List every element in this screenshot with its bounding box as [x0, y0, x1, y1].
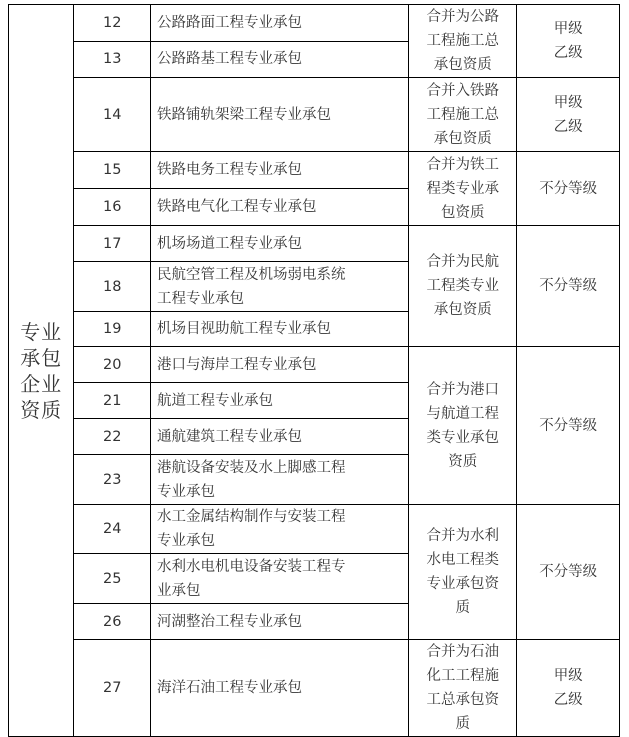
- grade-cell: [517, 78, 620, 152]
- grade-cell: [517, 152, 620, 226]
- item-name: [151, 262, 409, 312]
- category-line: 专业: [20, 319, 63, 344]
- row-number: 20: [74, 347, 151, 383]
- item-name: 海洋石油工程专业承包: [151, 640, 409, 737]
- merge-note: [409, 347, 517, 505]
- grade-cell: [517, 347, 620, 505]
- grade-line: 乙级: [553, 45, 583, 61]
- merge-line: 合并为铁工: [426, 156, 500, 173]
- merge-line: 专业承包资: [426, 576, 500, 592]
- merge-line: 合并为水利: [426, 528, 500, 544]
- table-row: [9, 78, 620, 152]
- grade-line: 不分等级: [539, 564, 598, 580]
- row-number: 16: [74, 189, 151, 226]
- merge-line: 工程施工总: [426, 33, 500, 49]
- item-name: 铁路电气化工程专业承包: [151, 189, 409, 226]
- table-row: [9, 505, 620, 554]
- row-number: 17: [74, 226, 151, 262]
- item-name: [151, 455, 409, 505]
- merge-line: 与航道工程: [426, 405, 500, 422]
- merge-line: 工总承包资: [426, 692, 500, 708]
- grade-line: 乙级: [553, 118, 583, 135]
- grade-line: 不分等级: [539, 180, 598, 197]
- merge-line: 合并为石油: [426, 644, 500, 660]
- item-name: 铁路电务工程专业承包: [151, 152, 409, 189]
- row-number: 25: [74, 554, 151, 604]
- grade-line: 不分等级: [539, 278, 598, 294]
- item-name-line: 港航设备安装及水上脚感工程: [157, 459, 346, 476]
- merge-line: 质: [455, 716, 471, 732]
- grade-cell: [517, 226, 620, 347]
- merge-line: 合并为公路: [426, 9, 500, 25]
- row-number: 15: [74, 152, 151, 189]
- grade-line: 甲级: [553, 94, 583, 111]
- item-name: [151, 554, 409, 604]
- merge-note: [409, 505, 517, 640]
- grade-line: 甲级: [553, 21, 583, 37]
- row-number: 22: [74, 419, 151, 455]
- merge-line: 类专业承包: [426, 429, 500, 446]
- merge-note: [409, 152, 517, 226]
- row-number: 23: [74, 455, 151, 505]
- grade-cell: [517, 5, 620, 78]
- merge-line: 承包资质: [433, 57, 492, 73]
- category-line: 资质: [20, 397, 63, 422]
- category-line: 企业: [20, 371, 63, 396]
- item-name-line: 专业承包: [157, 483, 216, 500]
- merge-line: 合并为港口: [426, 381, 500, 398]
- item-name: 机场场道工程专业承包: [151, 226, 409, 262]
- item-name-line: 专业承包: [157, 533, 216, 549]
- merge-line: 工程类专业: [426, 278, 500, 294]
- merge-line: 承包资质: [433, 130, 492, 147]
- merge-note: [409, 78, 517, 152]
- row-number: 19: [74, 312, 151, 347]
- grade-line: 甲级: [553, 668, 583, 684]
- item-name: 河湖整治工程专业承包: [151, 604, 409, 640]
- merge-line: 承包资质: [433, 302, 492, 318]
- table-row: [9, 152, 620, 189]
- merge-note: [409, 226, 517, 347]
- merge-line: 工程施工总: [426, 106, 500, 123]
- item-name: 航道工程专业承包: [151, 383, 409, 419]
- merge-note: [409, 5, 517, 78]
- merge-line: 合并为民航: [426, 254, 500, 270]
- row-number: 14: [74, 78, 151, 152]
- table-row: [9, 226, 620, 262]
- row-number: 12: [74, 5, 151, 42]
- table-row: [9, 5, 620, 42]
- item-name-line: 工程专业承包: [157, 290, 245, 307]
- table-row: [9, 347, 620, 383]
- qualification-table: [8, 4, 620, 737]
- item-name: 铁路铺轨架梁工程专业承包: [151, 78, 409, 152]
- merge-line: 合并入铁路: [426, 82, 500, 99]
- category-cell: [9, 5, 74, 737]
- merge-line: 化工工程施: [426, 668, 500, 684]
- row-number: 18: [74, 262, 151, 312]
- item-name: 港口与海岸工程专业承包: [151, 347, 409, 383]
- row-number: 27: [74, 640, 151, 737]
- item-name-line: 水工金属结构制作与安装工程: [157, 509, 346, 525]
- merge-line: 水电工程类: [426, 552, 500, 568]
- grade-cell: [517, 640, 620, 737]
- merge-line: 包资质: [441, 204, 485, 221]
- item-name: 公路路面工程专业承包: [151, 5, 409, 42]
- grade-line: 乙级: [553, 692, 583, 708]
- item-name-line: 水利水电机电设备安装工程专: [157, 558, 346, 575]
- grade-cell: [517, 505, 620, 640]
- row-number: 13: [74, 41, 151, 78]
- item-name-line: 业承包: [157, 582, 201, 599]
- grade-line: 不分等级: [539, 417, 598, 434]
- row-number: 21: [74, 383, 151, 419]
- merge-line: 程类专业承: [426, 180, 500, 197]
- row-number: 26: [74, 604, 151, 640]
- table-row: [9, 640, 620, 737]
- merge-line: 质: [455, 600, 471, 616]
- merge-line: 资质: [448, 453, 478, 470]
- item-name: 通航建筑工程专业承包: [151, 419, 409, 455]
- row-number: 24: [74, 505, 151, 554]
- item-name: 机场目视助航工程专业承包: [151, 312, 409, 347]
- item-name: 公路路基工程专业承包: [151, 41, 409, 78]
- category-line: 承包: [20, 345, 63, 370]
- merge-note: [409, 640, 517, 737]
- item-name-line: 民航空管工程及机场弱电系统: [157, 266, 346, 283]
- item-name: [151, 505, 409, 554]
